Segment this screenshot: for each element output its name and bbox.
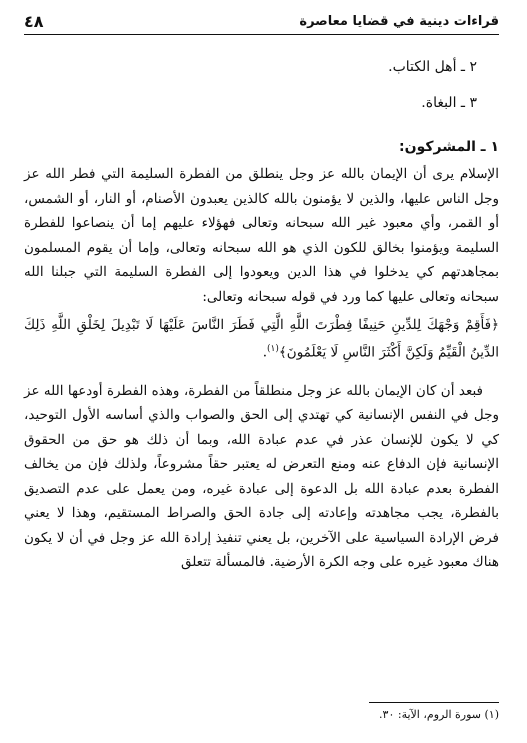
list-item-al-bughat: ٣ ـ البغاة. [421, 95, 477, 111]
footnote-area [24, 702, 499, 723]
section-heading: ١ ـ المشركون: [399, 139, 499, 155]
footnote-reference: (١) [267, 344, 279, 354]
book-title: قراءات دينية في قضايا معاصرة [299, 13, 499, 29]
paragraph-intro: الإسلام يرى أن الإيمان بالله عز وجل ينطلق من الفطرة السليمة التي فطر الله عز وجل الناس عليها، والذين لا يؤمنون بالله كالذين يعبدون الأصنام، أو النار، أو الشمس، أو القمر، وأي معبود غير الله سبحانه وتعالى فهؤلاء عليهم إما أن ينصاعوا للفطرة السليمة ويؤمنوا بخالق للكون الذي هو الله سبحانه وتعالى، وإما أن يقوم المسلمون بمجاهدتهم كي يدخلوا في هذا الدين ويعودوا إلى الفطرة السليمة التي جبلنا الله سبحانه وتعالى عليها كما ورد في قوله سبحانه وتعالى: [24, 166, 499, 305]
quran-verse: ﴿فَأَقِمْ وَجْهَكَ لِلدِّينِ حَنِيفًا فِطْرَتَ اللَّهِ الَّتِي فَطَرَ النَّاسَ عَلَيْهَا لَا تَبْدِيلَ لِخَلْقِ اللَّهِ ذَلِكَ الدِّينُ الْقَيِّمُ وَلَكِنَّ أَكْثَرَ النَّاسِ لَا يَعْلَمُونَ﴾$^{(١)}$. [24, 317, 499, 361]
paragraph-main: فبعد أن كان الإيمان بالله عز وجل منطلقاً من الفطرة، وهذه الفطرة أودعها الله عز وجل في النفس الإنسانية كي تهتدي إلى الحق والصواب والذي أساسه الأول التوحيد، كي لا يكون للإنسان عذر في عدم عبادة الله، وبما أن ذلك هو حق من الحقوق الإنسانية فإن الدفاع عنه ومنع التعرض له يعتبر حقاً مشروعاً، ولذلك فإن من يخالف الفطرة بعدم عبادة الله بل الدعوة إلى عبادة غيره، ومن يعمل على عدم التصديق بالفطرة، يجب مجاهدته وإعادته إلى جادة الحق والصراط المستقيم، وهذا لا يعني فرض الإرادة السياسية على الآخرين، بل يعني تنفيذ إرادة الله عز وجل في أن لا يكون هناك معبود غيره على وجه الكرة الأرضية. فالمسألة تتعلق [24, 382, 499, 570]
footnote-divider [369, 702, 499, 703]
running-header [24, 8, 499, 35]
footnote-text: (١) سورة الروم، الآية: ٣٠. [379, 708, 499, 721]
list-item-ahl-al-kitab: ٢ ـ أهل الكتاب. [388, 59, 477, 75]
verse-text: ﴿فَأَقِمْ وَجْهَكَ لِلدِّينِ حَنِيفًا فِطْرَتَ اللَّهِ الَّتِي فَطَرَ النَّاسَ عَلَيْهَا لَا تَبْدِيلَ لِخَلْقِ اللَّهِ ذَلِكَ الدِّينُ الْقَيِّمُ وَلَكِنَّ أَكْثَرَ النَّاسِ لَا يَعْلَمُونَ﴾ [24, 317, 499, 361]
page-number: ٤٨ [24, 11, 44, 31]
page-body [24, 56, 499, 575]
